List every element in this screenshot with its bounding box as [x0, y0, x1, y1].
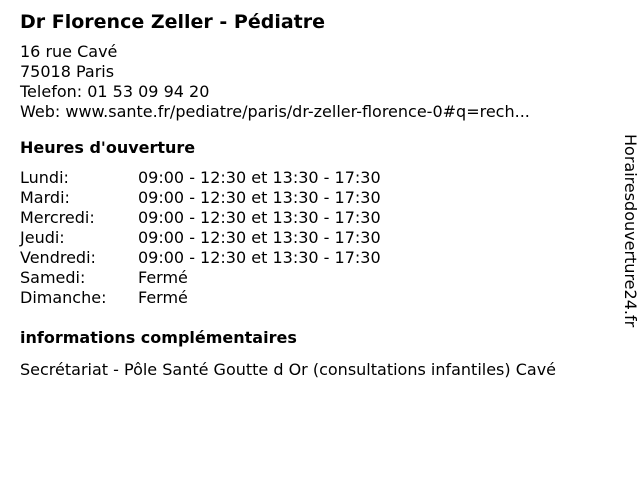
hours-row-wednesday — [20, 208, 600, 228]
hours-row-saturday — [20, 268, 600, 288]
hours-row-thursday — [20, 228, 600, 248]
additional-info-text: Secrétariat - Pôle Santé Goutte d Or (consultations infantiles) Cavé — [20, 360, 557, 379]
address-block — [20, 42, 600, 122]
day-label: Samedi: — [20, 268, 86, 287]
hours-row-monday — [20, 168, 600, 188]
day-label: Mardi: — [20, 188, 70, 207]
day-label: Lundi: — [20, 168, 69, 187]
hours-value: Fermé — [138, 268, 188, 287]
hours-value: Fermé — [138, 288, 188, 307]
hours-value: 09:00 - 12:30 et 13:30 - 17:30 — [138, 248, 381, 267]
practitioner-card — [20, 10, 600, 396]
hours-row-tuesday — [20, 188, 600, 208]
phone-number[interactable]: Telefon: 01 53 09 94 20 — [20, 82, 210, 101]
hours-value: 09:00 - 12:30 et 13:30 - 17:30 — [138, 168, 381, 187]
website-url[interactable]: Web: www.sante.fr/pediatre/paris/dr-zeller-florence-0#q=rech... — [20, 102, 530, 121]
day-label: Jeudi: — [20, 228, 65, 247]
hours-row-sunday — [20, 288, 600, 308]
opening-hours-list — [20, 168, 600, 308]
hours-value: 09:00 - 12:30 et 13:30 - 17:30 — [138, 208, 381, 227]
hours-value: 09:00 - 12:30 et 13:30 - 17:30 — [138, 228, 381, 247]
site-watermark: Horairesdouverture24.fr — [621, 134, 640, 328]
opening-hours-heading: Heures d'ouverture — [20, 138, 196, 157]
day-label: Dimanche: — [20, 288, 107, 307]
additional-info-heading: informations complémentaires — [20, 328, 297, 347]
page-title: Dr Florence Zeller - Pédiatre — [20, 11, 325, 33]
day-label: Vendredi: — [20, 248, 96, 267]
hours-value: 09:00 - 12:30 et 13:30 - 17:30 — [138, 188, 381, 207]
day-label: Mercredi: — [20, 208, 95, 227]
city-postcode: 75018 Paris — [20, 62, 115, 81]
street-address: 16 rue Cavé — [20, 42, 118, 61]
hours-row-friday — [20, 248, 600, 268]
